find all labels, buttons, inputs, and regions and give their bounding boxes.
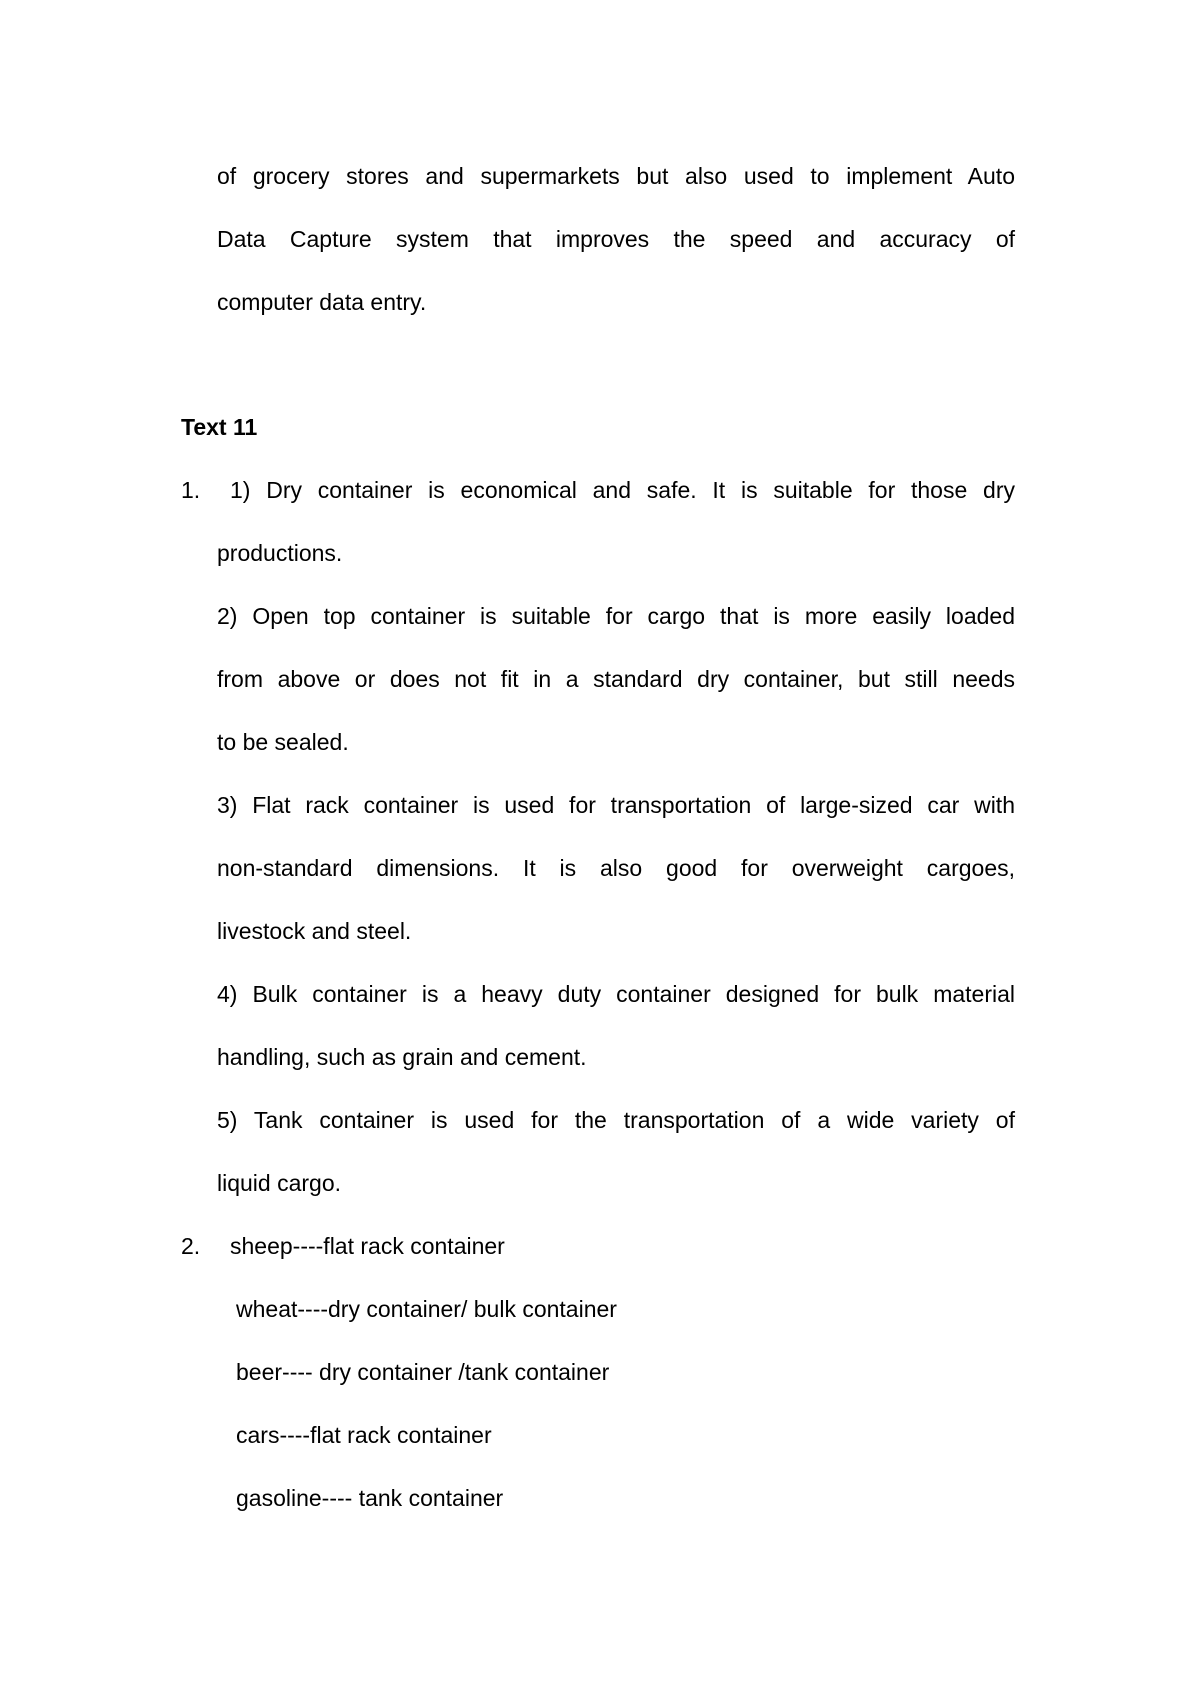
q1-line-10: handling, such as grain and cement. [217, 1044, 587, 1070]
intro-line-2: Data Capture system that improves the speed and accuracy of [217, 226, 1015, 252]
q1-line-2: productions. [217, 540, 343, 566]
q1-line-6: 3) Flat rack container is used for transportation of large-sized car with [217, 792, 1015, 818]
q1-line-12: liquid cargo. [217, 1170, 342, 1196]
q2-line-1: sheep----flat rack container [230, 1233, 505, 1259]
question-2-number: 2. [181, 1233, 201, 1259]
q1-line-7: non-standard dimensions. It is also good for overweight cargoes, [217, 855, 1015, 881]
q1-line-5: to be sealed. [217, 729, 349, 755]
section-heading: Text 11 [181, 414, 258, 440]
question-1-number: 1. [181, 477, 201, 503]
q1-line-9: 4) Bulk container is a heavy duty container designed for bulk material [217, 981, 1015, 1007]
q1-line-11: 5) Tank container is used for the transportation of a wide variety of [217, 1107, 1015, 1133]
q2-line-3: beer---- dry container /tank container [236, 1359, 610, 1385]
q2-line-4: cars----flat rack container [236, 1422, 492, 1448]
q2-line-5: gasoline---- tank container [236, 1485, 504, 1511]
q1-line-3: 2) Open top container is suitable for cargo that is more easily loaded [217, 603, 1015, 629]
q1-line-8: livestock and steel. [217, 918, 412, 944]
intro-line-3: computer data entry. [217, 289, 427, 315]
q1-line-4: from above or does not fit in a standard dry container, but still needs [217, 666, 1015, 692]
intro-line-1: of grocery stores and supermarkets but also used to implement Auto [217, 163, 1015, 189]
q1-line-1: 1) Dry container is economical and safe. It is suitable for those dry [230, 477, 1015, 503]
q2-line-2: wheat----dry container/ bulk container [236, 1296, 617, 1322]
